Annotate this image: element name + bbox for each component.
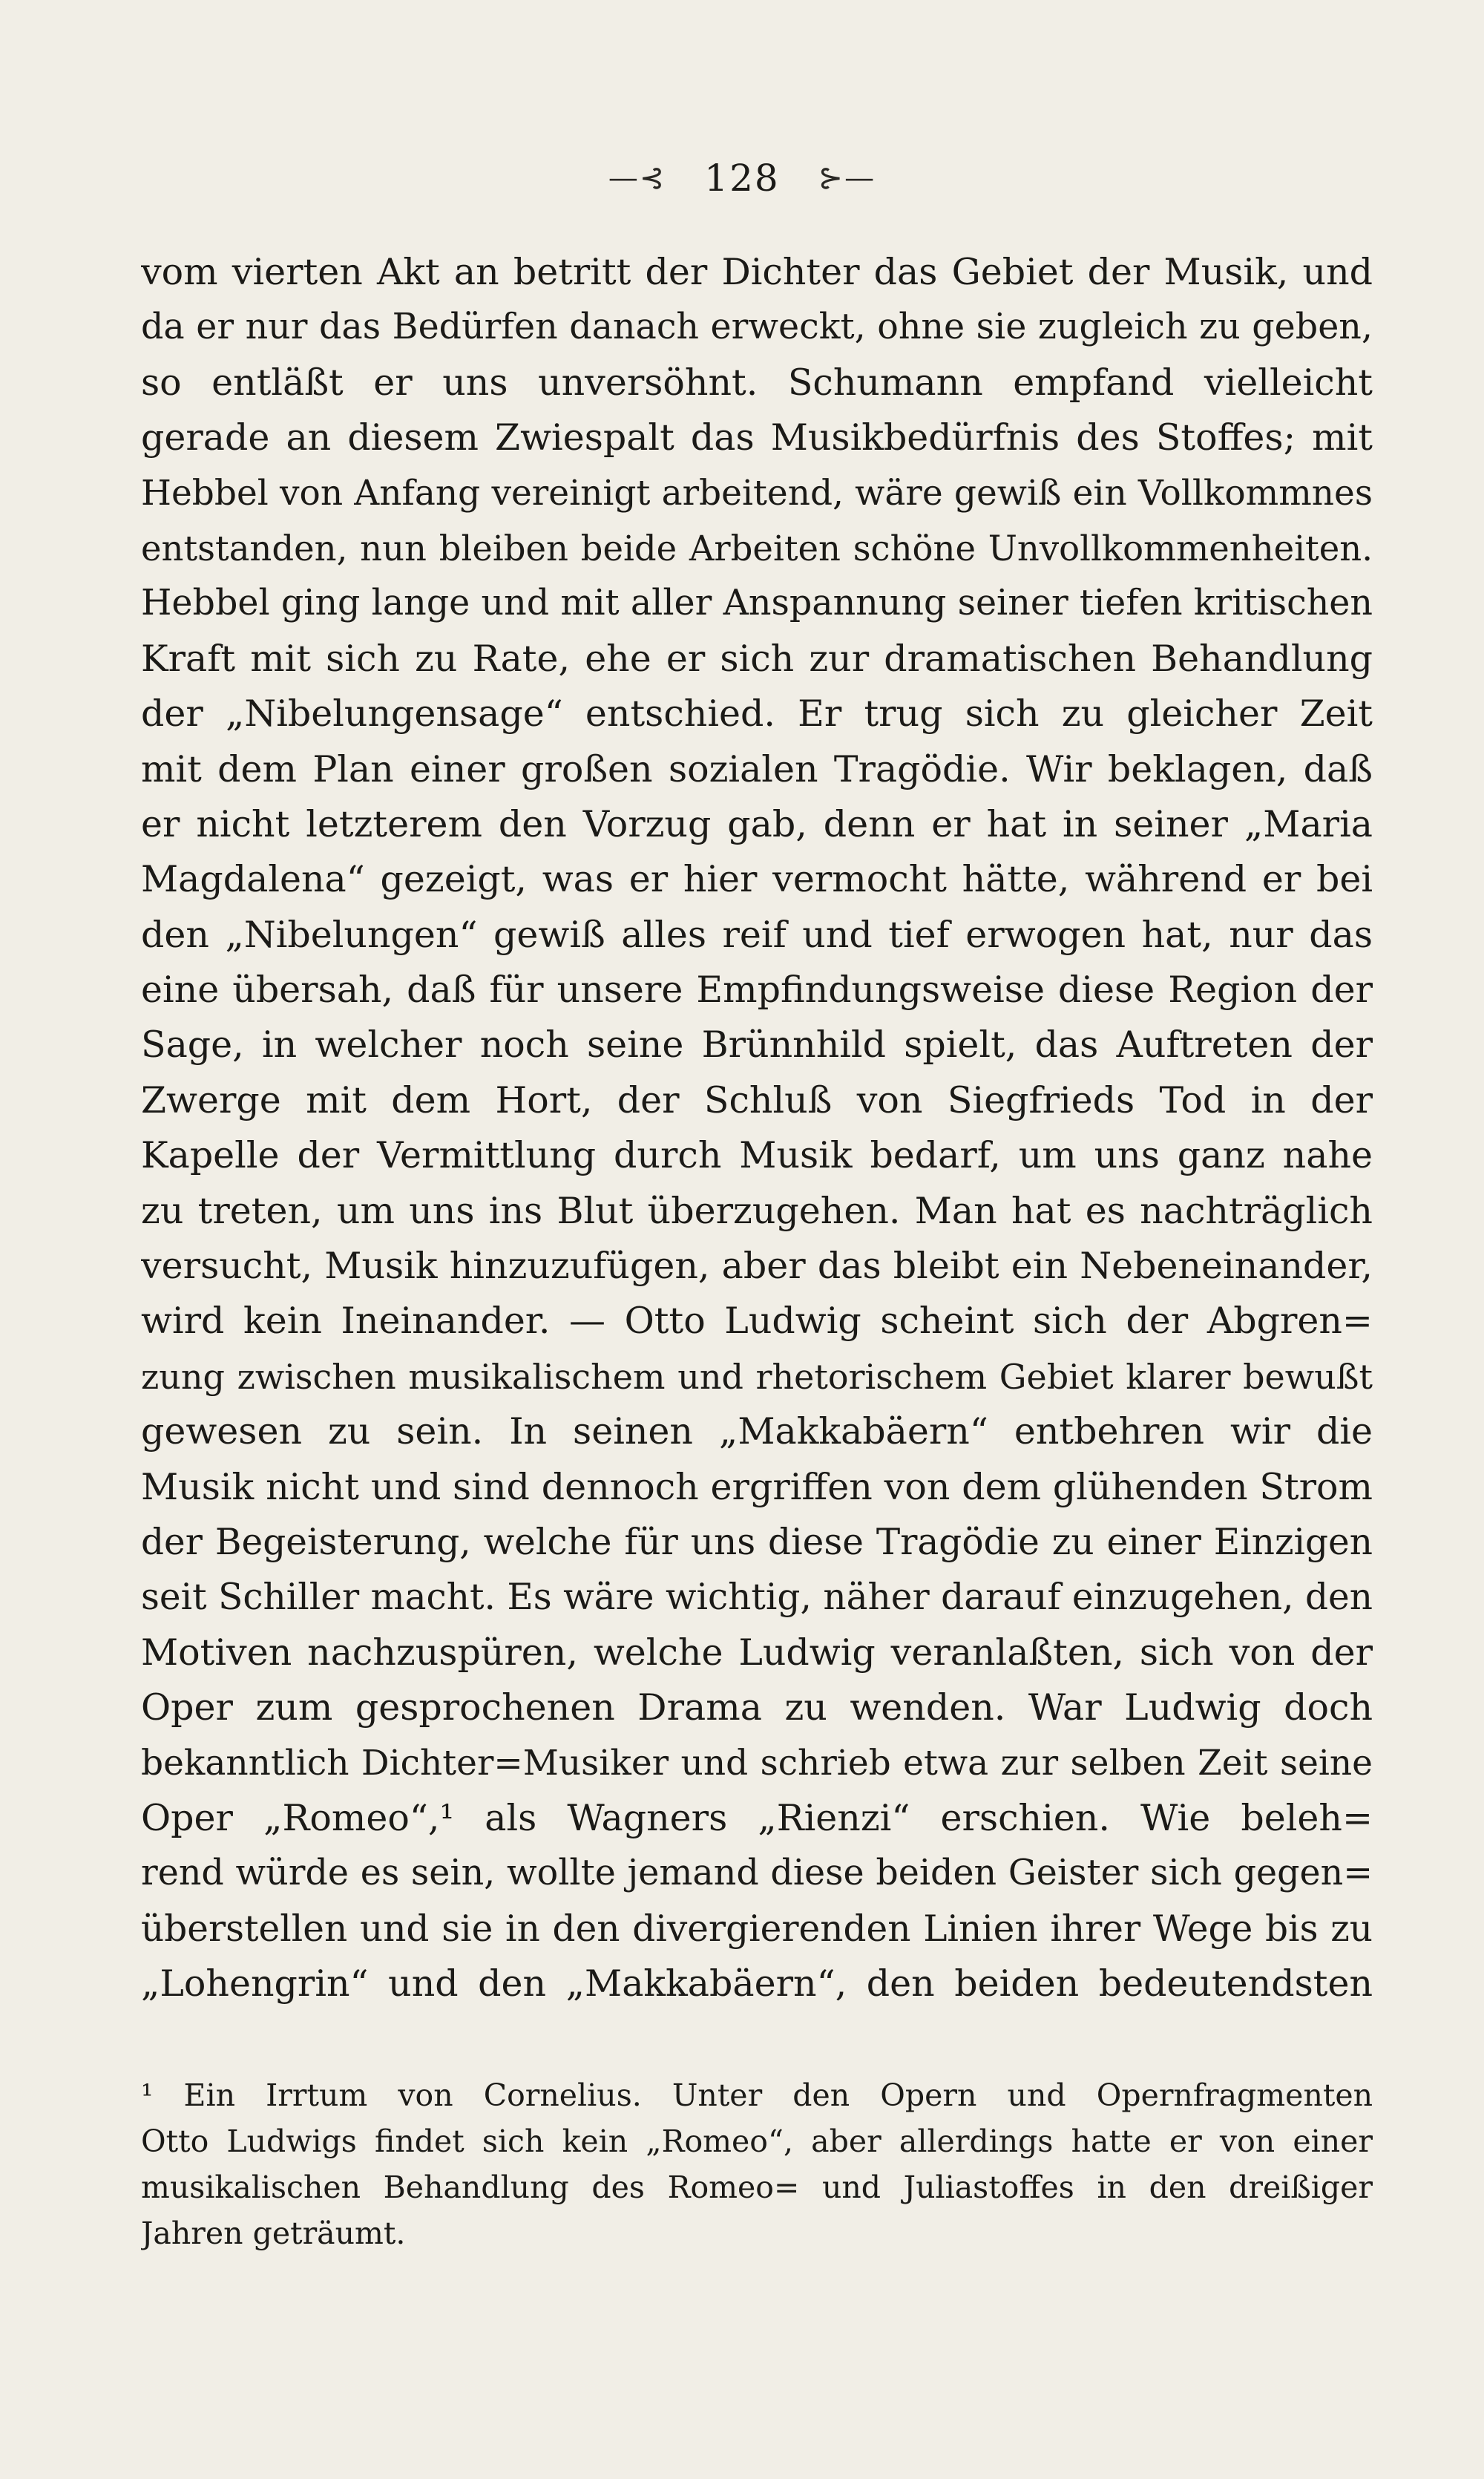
header-ornament-right: ⊱— [818,161,876,195]
text-line: seit Schiller macht. Es wäre wichtig, näher darauf einzugehen, den [141,1576,1373,1619]
text-line: überstellen und sie in den divergierenden Linien ihrer Wege bis zu [141,1907,1373,1950]
header-ornament-left: —⊰ [608,161,666,195]
text-line: zu treten, um uns ins Blut überzugehen. Man hat es nachträglich [141,1189,1373,1232]
text-line: rend würde es sein, wollte jemand diese beiden Geister sich gegen= [141,1853,1373,1894]
text-line: der „Nibelungensage“ entschied. Er trug sich zu gleicher Zeit [141,692,1373,736]
footnote-line: Otto Ludwigs findet sich kein „Romeo“, aber allerdings hatte er von einer [141,2123,1373,2159]
text-line: wird kein Ineinander. — Otto Ludwig scheint sich der Abgren= [141,1300,1373,1343]
text-line: vom vierten Akt an betritt der Dichter das Gebiet der Musik, und [141,251,1373,293]
text-line: den „Nibelungen“ gewiß alles reif und tief erwogen hat, nur das [141,913,1373,956]
text-line: Kapelle der Vermittlung durch Musik bedarf, um uns ganz nahe [141,1134,1373,1177]
footnotes [141,2072,1373,2256]
text-line: Oper „Romeo“,¹ als Wagners „Rienzi“ erschien. Wie beleh= [141,1796,1373,1839]
text-line: Hebbel ging lange und mit aller Anspannung seiner tiefen kritischen [141,583,1373,624]
text-line: bekanntlich Dichter=Musiker und schrieb etwa zur selben Zeit seine [141,1742,1373,1784]
text-line: zung zwischen musikalischem und rhetorischem Gebiet klarer bewußt [141,1356,1373,1397]
page-number: 128 [704,157,780,200]
text-line: Sage, in welcher noch seine Brünnhild spielt, das Auftreten der [141,1024,1373,1067]
main-text [141,245,1373,2012]
page-header [0,153,1484,200]
text-line: „Lohengrin“ und den „Makkabäern“, den beiden bedeutendsten [141,1962,1373,2005]
text-line: da er nur das Bedürfen danach erweckt, ohne sie zugleich zu geben, [141,307,1373,348]
text-line: Zwerge mit dem Hort, der Schluß von Siegfrieds Tod in der [141,1078,1373,1121]
text-line: versucht, Musik hinzuzufügen, aber das bleibt ein Nebeneinander, [141,1245,1373,1288]
footnote-line: musikalischen Behandlung des Romeo= und Juliastoffes in den dreißiger [141,2169,1373,2205]
text-line: Musik nicht und sind dennoch ergriffen von dem glühenden Strom [141,1465,1373,1508]
text-line: er nicht letzterem den Vorzug gab, denn er hat in seiner „Maria [141,802,1373,845]
footnote-line: Jahren geträumt. [141,2216,406,2251]
text-line: Oper zum gesprochenen Drama zu wenden. War Ludwig doch [141,1686,1373,1729]
text-line: gerade an diesem Zwiespalt das Musikbedürfnis des Stoffes; mit [141,416,1373,459]
text-line: Motiven nachzuspüren, welche Ludwig veranlaßten, sich von der [141,1631,1373,1674]
text-line: entstanden, nun bleiben beide Arbeiten schöne Unvollkommenheiten. [141,528,1373,569]
footnote-line: ¹ Ein Irrtum von Cornelius. Unter den Opern und Opernfragmenten [141,2077,1373,2113]
text-line: Hebbel von Anfang vereinigt arbeitend, wäre gewiß ein Vollkommnes [141,472,1373,514]
text-line: der Begeisterung, welche für uns diese Tragödie zu einer Einzigen [141,1521,1373,1563]
text-line: Kraft mit sich zu Rate, ehe er sich zur dramatischen Behandlung [141,637,1373,680]
text-line: gewesen zu sein. In seinen „Makkabäern“ entbehren wir die [141,1410,1373,1453]
text-line: eine übersah, daß für unsere Empfindungsweise diese Region der [141,969,1373,1012]
text-line: mit dem Plan einer großen sozialen Tragödie. Wir beklagen, daß [141,747,1373,790]
text-line: Magdalena“ gezeigt, was er hier vermocht hätte, während er bei [141,858,1373,901]
text-line: so entläßt er uns unversöhnt. Schumann empfand vielleicht [141,361,1373,404]
